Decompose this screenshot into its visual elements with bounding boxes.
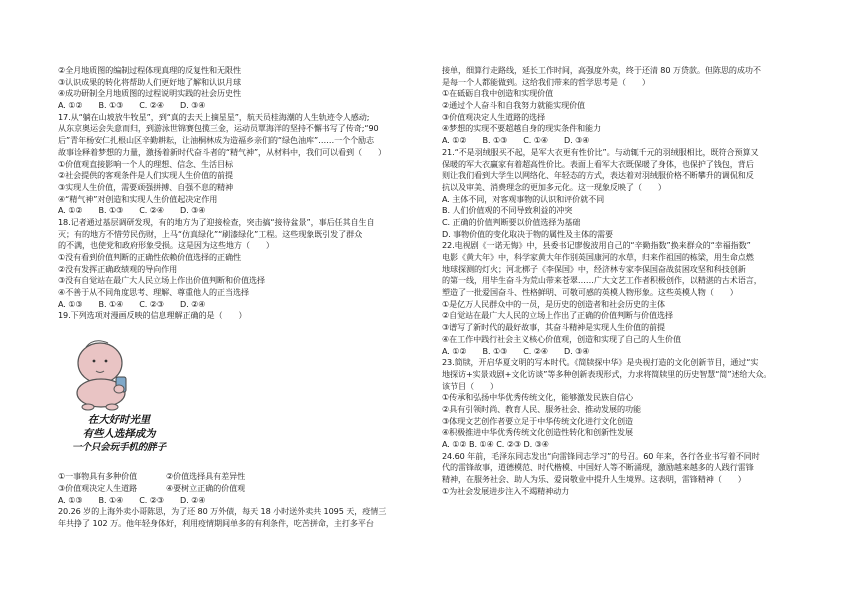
q21-line: 保暖的军大衣赢家有着超高性价比。表面上看军大衣既保暖了身体，也保护了钱包，背后 — [442, 158, 754, 169]
q19-options-row — [58, 471, 430, 483]
cartoon-caption-line: 有些人选择成为 — [82, 428, 156, 441]
q20-line: ②通过个人奋斗和自我努力就能实现价值 — [442, 100, 586, 111]
q22-line: ①是亿万人民群众中的一员，是历史的创造者和社会历史的主体 — [442, 298, 665, 309]
left-column — [58, 65, 430, 530]
q24-line: ①为社会发展进步注入不竭精神动力 — [442, 485, 570, 496]
question-19 — [58, 310, 430, 506]
q18-line: 的不满，也使党和政府形象受损。这是因为这些地方（ ） — [58, 240, 274, 251]
q17-line: 17.从“躺在山坡放牛牧星”，到“真的去天上摘星星”，航天员桂海潮的人生轨迹令人感动; — [58, 111, 370, 122]
question-20 — [58, 506, 430, 529]
question-24 — [442, 451, 816, 498]
q16-line: ②全月地质图的编制过程体现真理的反复性和无限性 — [58, 65, 242, 75]
question-17 — [58, 112, 430, 217]
q24-line: 24.60 年前，毛泽东同志发出“向雷锋同志学习”的号召。60 年来，各行各业书写着不同时 — [442, 450, 760, 461]
q24-line: 精神，在服务社会、助人为乐、爱岗敬业中提升人生境界。这表明，雷锋精神（ ） — [442, 474, 746, 485]
q22-line: ②自觉站在最广大人民的立场上作出了正确的价值判断与价值选择 — [442, 310, 673, 321]
cartoon-figure — [64, 325, 174, 468]
q19-option: ②价值选择具有差异性 — [166, 471, 246, 482]
q18-line: ①没有看到价值判断的正确性依赖价值选择的正确性 — [58, 252, 242, 262]
q24-line: 代的雷锋故事，道德模范、时代楷模、中国好人等不断涌现，激励越来越多的人践行雷锋 — [442, 462, 754, 473]
q17-line: 从东京奥运会失意而归，到游泳世锦赛包揽三金，运动员覃海洋的坚持不懈书写了传奇;“90 — [58, 123, 379, 134]
q21-line: 21.“不是羽绒服买不起，是军大衣更有性价比”。与动辄千元的羽绒服相比，既符合预算又 — [442, 146, 759, 157]
q22-line: 地球探测的灯火；河北梆子《李保国》中，经济林专家李保国奋战贫困攻坚和科技创新 — [442, 263, 746, 274]
question-16-tail — [58, 65, 430, 112]
q19-option: ①一事物具有多种价值 — [58, 471, 138, 482]
q22-line: ④在工作中践行社会主义核心价值观，创造和实现了自己的人生价值 — [442, 333, 681, 344]
q19-option: ③价值观决定人生道路 — [58, 482, 138, 493]
q22-answer-options: A. ①② B. ①③ C. ②④ D. ③④ — [442, 345, 590, 356]
q22-line: 的第一线，用毕生奋斗为荒山带来苍翠……广大文艺工作者积极创作，以精湛的古术语言， — [442, 275, 762, 286]
q18-line: ②没有发挥正确政绩观的导向作用 — [58, 263, 178, 274]
q17-line: ②社会提供的客观条件是人们实现人生价值的前提 — [58, 170, 234, 181]
q23-line: ②具有引领时尚、教育人民、服务社会、推动发展的功能 — [442, 403, 642, 414]
q17-line: 后”青年杨安仁扎根山区辛勤耕耘，让油桐林成为造福乡亲们的“绿色油库”……一个个励志 — [58, 135, 375, 146]
q23-line: 地探访+实景戏剧+文化访谈”等多种创新表现形式，力求将简牍里的历史智慧“简”述给大众。 — [442, 368, 772, 379]
q18-line: ④不善于从不同角度思考、理解、尊重他人的正当选择 — [58, 287, 250, 298]
question-20-continued — [442, 65, 816, 147]
q19-option: ④要树立正确的价值观 — [166, 482, 246, 493]
q22-line: 塑造了一批爱国奋斗、性格鲜明、可敬可感的英模人物形象。这些英模人物（ ） — [442, 287, 738, 298]
q17-line: ①价值观直接影响一个人的理想、信念、生活目标 — [58, 158, 234, 169]
question-18 — [58, 217, 430, 311]
q17-answer-options: A. ①② B. ①③ C. ②④ D. ③④ — [58, 205, 206, 216]
q20-line: ①在砥砺自我中创造和实现价值 — [442, 88, 554, 99]
q23-line: ④积极推进中华优秀传统文化创造性转化和创新性发展 — [442, 427, 634, 438]
q19-options-row — [58, 483, 430, 495]
q16-line: ③认识成果的转化将帮助人们更好地了解和认识月球 — [58, 76, 242, 87]
q19-stem: 19.下列选项对漫画反映的信息理解正确的是（ ） — [58, 310, 247, 321]
q22-line: 电影《黄大年》中，科学家黄大年作别英国康河的水草，归来作祖国的栋梁，用生命点燃 — [442, 252, 754, 262]
q21-line: 则让我们看到大学生以网络化、年轻态的方式，表达着对羽绒服价格不断攀升的调侃和反 — [442, 170, 754, 181]
right-column — [442, 65, 816, 497]
q21-line: 抗以及审美、消费理念的更加多元化。这一现象反映了（ ） — [442, 181, 666, 192]
q18-answer-options: A. ①③ B. ①④ C. ②③ D. ②④ — [58, 298, 206, 309]
question-23 — [442, 357, 816, 451]
q22-line: 22.电视剧《一诺无悔》中，县委书记廖俊波用自己的“辛勤指数”换来群众的“幸福指数” — [442, 240, 751, 251]
q20-line: ④梦想的实现不要超越自身的现实条件和能力 — [442, 123, 602, 134]
q23-line: 23.简牍，开启华夏文明的写本时代。《简牍探中华》是央视打造的文化创新节目，通过“实 — [442, 357, 759, 368]
q21-option: D. 事物价值的变化取决于物的属性及主体的需要 — [442, 228, 613, 239]
q16-answer-options: A. ①② B. ①③ C. ②④ D. ③④ — [58, 100, 206, 111]
q23-answer-options: A. ①② B. ①④ C. ②③ D. ③④ — [442, 439, 549, 449]
q20-line: ③价值观决定人生道路的选择 — [442, 111, 546, 122]
q20-line: 接单，细算行走路线，延长工作时间，高强度外卖，终于还清 80 万贷款。但陈思的成功不 — [442, 65, 761, 75]
q17-line: ③实现人生价值，需要顽强拼搏、自强不息的精神 — [58, 181, 234, 192]
q20-answer-options: A. ①② B. ①③ C. ①④ D. ③④ — [442, 135, 590, 146]
cartoon-caption-line: 一个只会玩手机的胖子 — [71, 442, 166, 454]
question-21 — [442, 147, 816, 241]
q19-answer-options: A. ①③ B. ①④ C. ②③ D. ②④ — [58, 494, 206, 505]
q23-line: ③体现文艺创作者要立足于中华传统文化进行文化创造 — [442, 415, 634, 426]
q16-line: ④成功研制全月地质图的过程说明实践的社会历史性 — [58, 88, 242, 99]
q21-option: A. 主体不同，对客观事物的认识和评价就不同 — [442, 193, 605, 204]
q20-line: 是每一个人都能做到。这给我们带来的哲学思考是（ ） — [442, 76, 650, 87]
q21-option: B. 人们价值观的不同导致利益的冲突 — [442, 205, 573, 216]
q18-line: ③没有自觉站在最广大人民立场上作出价值判断和价值选择 — [58, 275, 266, 286]
q20-line: 20.26 岁的上海外卖小哥陈思，为了还 80 万外债，每天 18 小时送外卖共 1095 天，疫情三 — [58, 506, 387, 517]
q18-line: 18.记者通过基层调研发现，有的地方为了迎接检查，突击搞“接待盆景”，事后任其自生自 — [58, 216, 375, 227]
q23-line: ①传承和弘扬中华优秀传统文化，能够激发民族自信心 — [442, 392, 634, 403]
q17-line: ④“精气神”对创造和实现人生价值起决定作用 — [58, 193, 218, 204]
q21-option: C. 正确的价值判断要以价值选择为基础 — [442, 216, 581, 227]
question-22 — [442, 240, 816, 357]
q22-line: ③谱写了新时代的最好故事，其奋斗精神是实现人生价值的前提 — [442, 322, 665, 333]
q18-line: 灭；有的地方不惜劳民伤财，上马“仿真绿化”“刷漆绿化”工程。这些现象既引发了群众 — [58, 228, 363, 239]
q23-line: 该节目（ ） — [442, 380, 498, 391]
q20-line: 年共挣了 102 万。他年轻身体好，利用疫情期间单多的有利条件，吃苦拼命，主打多平台 — [58, 517, 374, 528]
cartoon-caption-line: 在大好时光里 — [87, 414, 151, 427]
q17-line: 故事诠释着梦想的力量，激扬着新时代奋斗者的“精气神”，从材料中，我们可以看到（ ） — [58, 146, 386, 157]
